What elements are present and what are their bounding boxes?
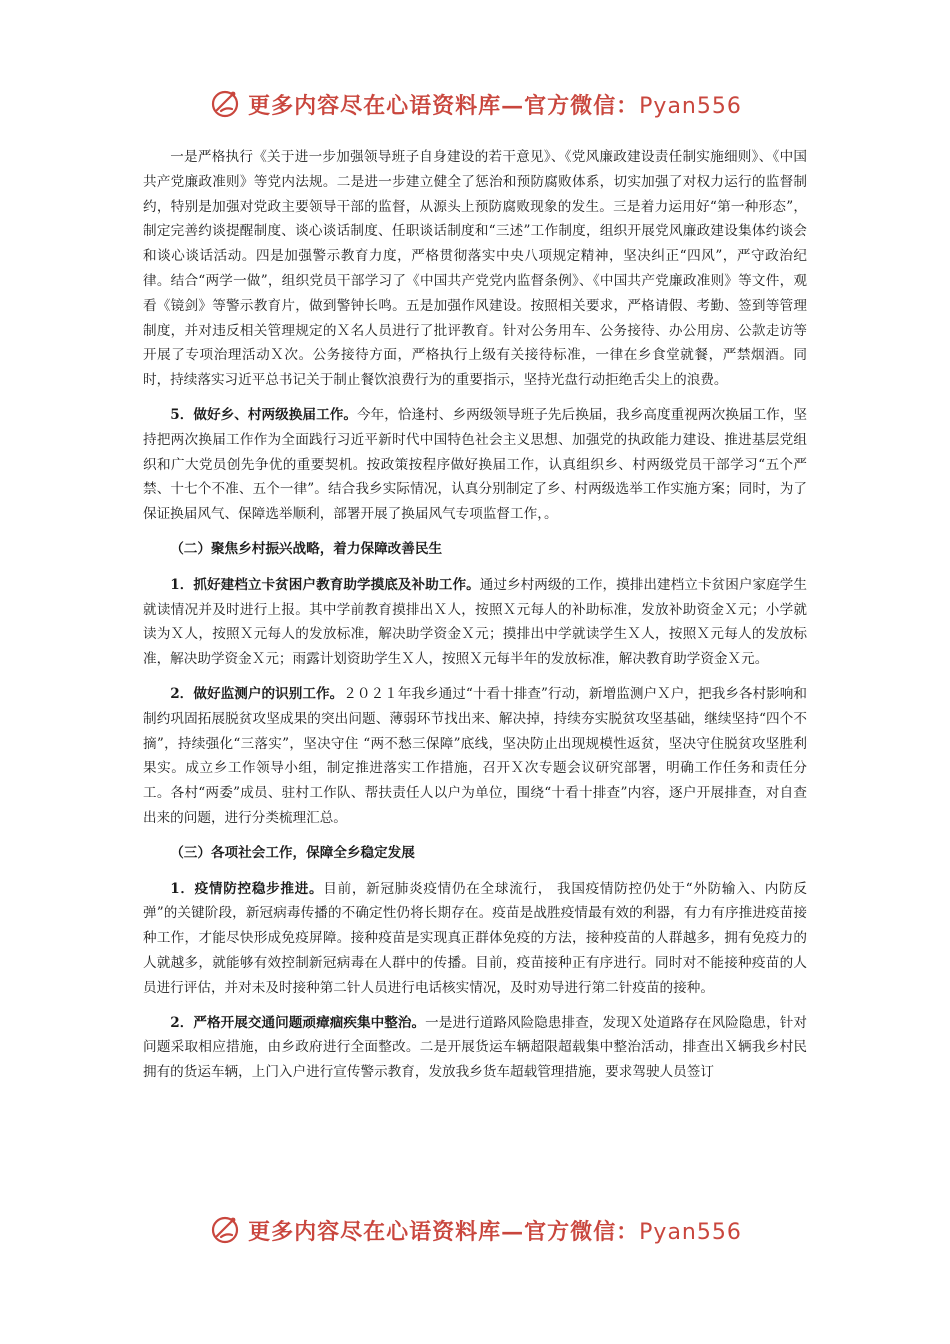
paragraph-traffic: 2．严格开展交通问题顽瘴痼疾集中整治。一是进行道路风险隐患排查，发现Ｘ处道路存在风险隐患，针对问题采取相应措施，由乡政府进行全面整改。二是开展货运车辆超限超载集中整治活动，排查出Ｘ辆我乡村民拥有的货运车辆，上门入户进行宣传警示教育，发放我乡货车超载管理措施，要求驾驶人员签订 [143,1014,807,1081]
document-body [143,145,807,1095]
paragraph-education-aid: 1．抓好建档立卡贫困户教育助学摸底及补助工作。通过乡村两级的工作，摸排出建档立卡贫困户家庭学生就读情况并及时进行上报。其中学前教育摸排出Ｘ人，按照Ｘ元每人的补助标准，发放补助资金Ｘ元；小学就读为Ｘ人，按照Ｘ元每人的发放标准，解决助学资金Ｘ元；摸排出中学就读学生Ｘ人，按照Ｘ元每人的发放标准，解决助学资金Ｘ元；雨露计划资助学生Ｘ人，按照Ｘ元每半年的发放标准，解决教育助学资金Ｘ元。 [143,576,807,668]
banner-text: 更多内容尽在心语资料库—官方微信：Pyan556 [248,1218,742,1245]
paragraph-election: 5．做好乡、村两级换届工作。今年，恰逢村、乡两级领导班子先后换届，我乡高度重视两次换届工作，坚持把两次换届工作作为全面践行习近平新时代中国特色社会主义思想、加强党的执政能力建设、推进基层党组织和广大党员创先争优的重要契机。按政策按程序做好换届工作，认真组织乡、村两级党员干部学习“五个严禁、十七个不准、五个一律”。结合我乡实际情况，认真分别制定了乡、村两级选举工作实施方案；同时，为了保证换届风气、保障选举顺利，部署开展了换届风气专项监督工作，。 [143,406,807,523]
paragraph-lead: 5．做好乡、村两级换届工作。 [170,406,357,423]
section-heading-social-work: （三）各项社会工作，保障全乡稳定发展 [170,844,415,861]
footer-banner [0,1210,950,1250]
brand-logo-icon [208,87,242,121]
wechat-id: Pyan556 [639,93,742,119]
paragraph-epidemic: 1．疫情防控稳步推进。目前，新冠肺炎疫情仍在全球流行， 我国疫情防控仍处于“外防输入、内防反弹”的关键阶段，新冠病毒传播的不确定性仍将长期存在。疫苗是战胜疫情最有效的利器，有力有序推进疫苗接种工作，才能尽快形成免疫屏障。接种疫苗是实现真正群体免疫的方法，接种疫苗的人群越多，拥有免疫力的人就越多，就能够有效控制新冠病毒在人群中的传播。目前，疫苗接种正有序进行。同时对不能接种疫苗的人员进行评估，并对未及时接种第二针人员进行电话核实情况，及时劝导进行第二针疫苗的接种。 [143,880,807,996]
header-banner [0,84,950,124]
banner-text: 更多内容尽在心语资料库—官方微信：Pyan556 [248,92,742,119]
paragraph-lead: 1．抓好建档立卡贫困户教育助学摸底及补助工作。 [170,576,480,593]
wechat-id: Pyan556 [639,1219,742,1245]
paragraph-lead: 1．疫情防控稳步推进。 [170,880,324,897]
section-heading-rural-revitalization: （二）聚焦乡村振兴战略，着力保障改善民生 [170,540,443,557]
brand-logo-icon [208,1213,242,1247]
paragraph-monitoring: 2．做好监测户的识别工作。２０２１年我乡通过“十看十排查”行动，新增监测户Ｘ户，把我乡各村影响和制约巩固拓展脱贫攻坚成果的突出问题、薄弱环节找出来、解决掉，持续夯实脱贫攻坚基础，继续坚持“四个不摘”，持续强化“三落实”，坚决守住 “两不愁三保障”底线，坚决防止出现规模性返贫，坚决守住脱贫攻坚胜利果实。成立乡工作领导小组，制定推进落实工作措施，召开Ｘ次专题会议研究部署，明确工作任务和责任分工。各村“两委”成员、驻村工作队、帮扶责任人以户为单位，围绕“十看十排查”内容，逐户开展排查，对自查出来的问题，进行分类梳理汇总。 [143,685,807,826]
paragraph-lead: 2．做好监测户的识别工作。 [170,685,344,702]
paragraph-lead: 2．严格开展交通问题顽瘴痼疾集中整治。 [170,1014,426,1031]
paragraph-discipline: 一是严格执行《关于进一步加强领导班子自身建设的若干意见》、《党风廉政建设责任制实施细则》、《中国共产党廉政准则》等党内法规。二是进一步建立健全了惩治和预防腐败体系，切实加强了对权力运行的监督制约，特别是加强对党政主要领导干部的监督，从源头上预防腐败现象的发生。三是着力运用好“第一种形态”，制定完善约谈提醒制度、谈心谈话制度、任职谈话制度和“三述”工作制度，组织开展党风廉政建设集体约谈会和谈心谈话活动。四是加强警示教育力度，严格贯彻落实中央八项规定精神，坚决纠正“四风”，严守政治纪律。结合“两学一做”，组织党员干部学习了《中国共产党党内监督条例》、《中国共产党廉政准则》等文件，观看《镜剑》等警示教育片，做到警钟长鸣。五是加强作风建设。按照相关要求，严格请假、考勤、签到等管理制度，并对违反相关管理规定的Ｘ名人员进行了批评教育。针对公务用车、公务接待、办公用房、公款走访等开展了专项治理活动Ｘ次。公务接待方面，严格执行上级有关接待标准，一律在乡食堂就餐，严禁烟酒。同时，持续落实习近平总书记关于制止餐饮浪费行为的重要指示，坚持光盘行动拒绝舌尖上的浪费。 [143,149,807,389]
